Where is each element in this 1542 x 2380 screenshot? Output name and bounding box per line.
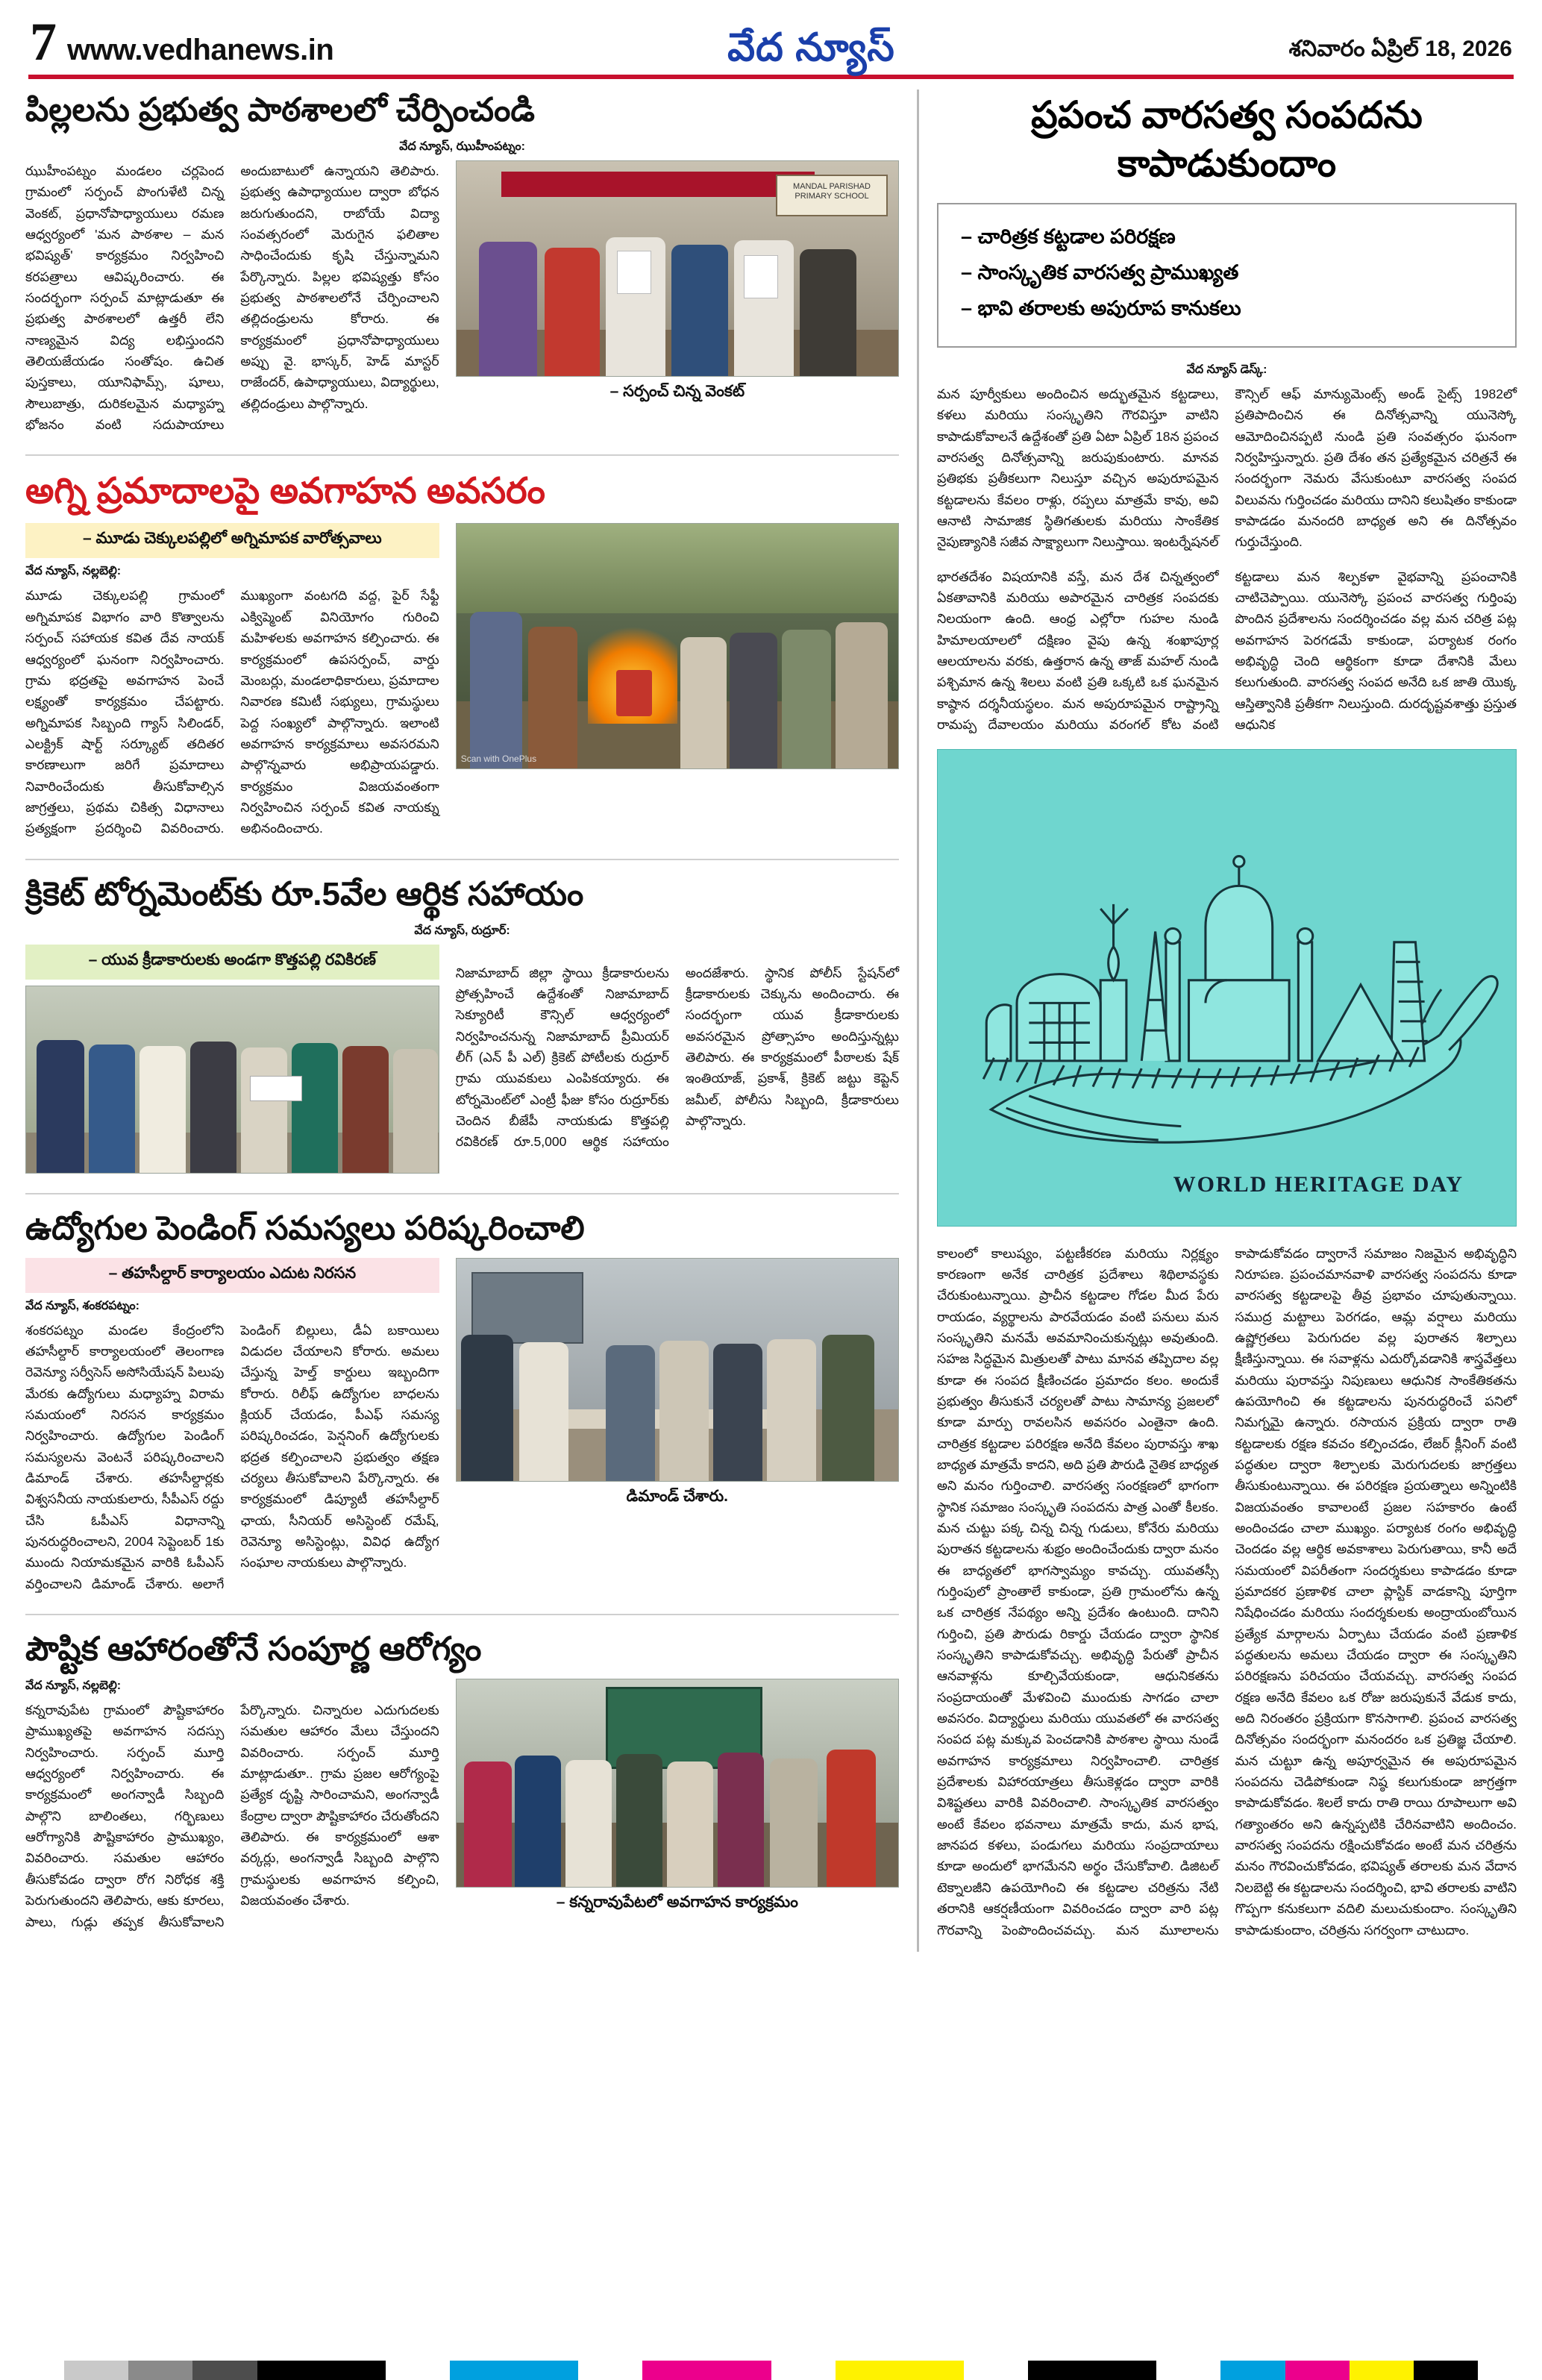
print-color-bar — [0, 2361, 1542, 2380]
article-headline: ఉద్యోగుల పెండింగ్ సమస్యలు పరిష్కరించాలి — [25, 1209, 585, 1247]
masthead-left — [30, 12, 334, 72]
page-body — [25, 90, 1517, 1952]
bullet-item: – చారిత్రక కట్టడాల పరిరక్షణ — [958, 225, 1496, 254]
article-body: మూడు చెక్కులపల్లి గ్రామంలో అగ్నిమాపక విభాగం వారి కొత్వాలను సర్పంచ్ సహాయక కవిత దేవ నాయక్ ఆధ్వర్యంలో ఘనంగా నిర్వహించారు. గ్రామ భద్రతపై అవగాహన పెంచే లక్ష్యంతో కార్యక్రమం చేపట్టారు. అగ్నిమాపక సిబ్బంది గ్యాస్ సిలిండర్, ఎలక్ట్రిక్ షార్ట్ సర్క్యూట్ తదితర కారణాలుగా జరిగే ప్రమాదాలు నివారించేందుకు తీసుకోవాల్సిన జాగ్రత్తలు, ప్రథమ చికిత్స విధానాలు ప్రత్యక్షంగా ప్రదర్శించి వివరించారు. ముఖ్యంగా వంటగది వద్ద, పైర్ సేఫ్టీ ఎక్విప్మెంట్ వినియోగం గురించి మహిళలకు అవగాహన కల్పించారు. ఈ కార్యక్రమంలో ఉపసర్పంచ్, వార్డు మెంబర్లు, మండలాధికారులు, ప్రమాదాల నివారణ కమిటీ సభ్యులు, గ్రామస్థులు పెద్ద సంఖ్యలో పాల్గొన్నారు. ఇలాంటి అవగాహన కార్యక్రమాలు అవసరమని పాల్గొన్నవారు అభిప్రాయపడ్డారు. కార్యక్రమం విజయవంతంగా నిర్వహించిన సర్పంచ్ కవిత నాయక్ను అభినందించారు. — [25, 588, 439, 836]
photo-watermark: Scan with OnePlus — [460, 754, 537, 765]
site-url[interactable]: www.vedhanews.in — [67, 34, 334, 66]
photo-caption: డిమాండ్ చేశారు. — [626, 1487, 728, 1505]
article-body: ఝుహీంపట్నం మండలం చర్లపెంద గ్రామంలో సర్పంచ్ పొంగుళేటి చిన్న వెంకట్, ప్రధానోపాధ్యాయులు రమణ ఆధ్వర్యంలో 'మన పాఠశాల – మన భవిష్యత్' కార్యక్రమం నిర్వహించి కరపత్రాలు ఆవిష్కరించారు. ఈ సందర్భంగా సర్పంచ్ మాట్లాడుతూ ఈ ప్రభుత్వ పాఠశాలలో ఉత్తరీ లేని నాణ్యమైన విద్య లభిస్తుందని తెలియజేయడం సంతోషం. ఉచిత పుస్తకాలు, యూనిఫామ్స్, షూలు, సౌలుబాత్రు, దురికలమైన మధ్యాహ్న భోజనం వంటి సదుపాయాలు అందుబాటులో ఉన్నాయని తెలిపారు. ప్రభుత్వ ఉపాధ్యాయుల ద్వారా బోధన జరుగుతుందని, రాబోయే విద్యా సంవత్సరంలో మెరుగైన ఫలితాల సాధించేందుకు కృషి చేస్తున్నామని పేర్కొన్నారు. పిల్లల భవిష్యత్తు కోసం ప్రభుత్వ పాఠశాలలోనే చేర్పించాలని తల్లిదండ్రులను కోరారు. ఈ కార్యక్రమంలో ప్రధానోపాధ్యాయులు అప్పు వై. భాస్కర్, హెడ్ మాస్టర్ రాజేందర్, ఉపాధ్యాయులు, విద్యార్థులు, తల్లిదండ్రులు పాల్గొన్నారు. — [25, 163, 439, 433]
article-byline: వేద న్యూస్, రుద్రూర్: — [414, 924, 510, 937]
divider — [25, 454, 899, 456]
feature-byline: వేద న్యూస్ డెస్క్: — [1186, 363, 1267, 376]
photo-nutrition-meeting — [456, 1679, 899, 1888]
photo-caption-band: – యువ క్రీడాకారులకు అండగా కొత్తపల్లి రవికిరణ్ — [25, 945, 439, 980]
left-column — [25, 90, 917, 1952]
bullet-item: – సాంస్కృతిక వారసత్వ ప్రాముఖ్యత — [958, 261, 1496, 289]
article-headline: పిల్లలను ప్రభుత్వ పాఠశాలలో చేర్పించండి — [25, 92, 535, 128]
page-number: 7 — [30, 12, 57, 72]
photo-cheque-handover — [25, 986, 439, 1174]
article-nutrition-awareness — [25, 1629, 899, 1932]
article-headline: పౌష్టిక ఆహారంతోనే సంపూర్ణ ఆరోగ్యం — [25, 1631, 482, 1668]
article-body: నిజామాబాద్ జిల్లా స్థాయి క్రీడాకారులను ప్రోత్సహించే ఉద్దేశంతో నిజామాబాద్ సెక్యూరిటీ కౌన్సిల్ ఆధ్వర్యంలో నిర్వహించనున్న నిజామాబాద్ ప్రీమియర్ లీగ్ (ఎన్ పీ ఎల్) క్రికెట్ పోటీలకు రుద్రూర్ గ్రామ యువకులు ఎంపికయ్యారు. ఈ టోర్నమెంట్‌లో ఎంట్రీ ఫీజు కోసం రుద్రూర్‌కు చెందిన బీజేపీ నాయకుడు కొత్తపల్లి రవికిరణ్ రూ.5,000 ఆర్థిక సహాయం అందజేశారు. స్థానిక పోలీస్ స్టేషన్‌లో క్రీడాకారులకు చెక్కును అందించారు. ఈ సందర్భంగా యువ క్రీడాకారులకు అవసరమైన ప్రోత్సాహం అందిస్తున్నట్లు తెలిపారు. ఈ కార్యక్రమంలో పీఠాలకు షేక్ ఇంతియాజ్, ప్రకాశ్, క్రికెట్ జట్టు కెప్టెన్ జమీల్, పోలీసు సిబ్బంది, క్రీడాకారులు పాల్గొన్నారు. — [455, 965, 899, 1150]
photo-fire-demo — [456, 523, 899, 769]
feature-body-rest: కాలంలో కాలుష్యం, పట్టణీకరణ మరియు నిర్లక్ష్యం కారణంగా అనేక చారిత్రక ప్రదేశాలు శిథిలావస్థకు చేరుకుంటున్నాయి. ప్రాచీన కట్టడాల గోడల మీద పేరు రాయడం, వ్యర్థాలను పారవేయడం వంటి పనులు మన సంస్కృతిని మనమే అవమానించుకున్నట్లు అవుతుంది. సహజ సిద్ధమైన మిత్రులతో పాటు మానవ తప్పిదాల వల్ల కూడా ఈ సంపద క్షీణించడం ప్రమాదం కలం. అందుకే ప్రభుత్వం తీసుకునే చర్యలతో పాటు సామాన్య ప్రజలలో కూడా మార్పు రావలసిన అవసరం ఎంతైనా ఉంది. చారిత్రక కట్టడాల పరిరక్షణ అనేది కేవలం పురావస్తు శాఖ బాధ్యత మాత్రమే కాదని, అది ప్రతి పౌరుడి నైతిక బాధ్యత అని మనం గుర్తించాలి. వారసత్వ సంరక్షణలో భాగంగా స్థానిక సమాజం సంస్కృతి సంపదను పాత్ర ఎంతో కీలకం. మన చుట్టు పక్క చిన్న చిన్న గుడులు, కోనేరు మరియు పురాతన కట్టడాలను శుభ్రం అందించేందుకు ద్వారా మనం ఈ బాధ్యతలో భాగస్వామ్యం కావచ్చు. యువతస్సీ గుర్తింపులో ప్రాంతాలే కాకుండా, ప్రతి గ్రామంలోను ఉన్న ఒక చారిత్రక నేపథ్యం అన్ని ప్రదేశం ఉంటుంది. దానిని గుర్తించి, ప్రతి పౌరుడు రికార్డు చేయడం ద్వారా స్థానిక సంస్కృతిని కాపాడుకోవచ్చు. అభివృద్ధి పేరుతో ప్రాచీన ఆనవాళ్లను కూల్చివేయకుండా, ఆధునికతను సంప్రదాయంతో మేళవించి ముందుకు సాగడం చాలా అవసరం. విద్యార్థులు మరియు యువతలో ఈ వారసత్వ సంపద పట్ల మక్కువ పెంచడానికి పాఠశాల స్థాయి నుండే అవగాహన కార్యక్రమాలు నిర్వహించాలి. చారిత్రక ప్రదేశాలకు విహారయాత్రలు తీసుకెళ్లడం ద్వారా వారికి విశిష్టతలు వారికి వివరించాలి. సాంస్కృతిక వారసత్వం అంటే కేవలం భవనాలు మాత్రమే కాదు, మన భాష, జానపద కళలు, పండుగలు మరియు సంప్రదాయాలు కూడా అందులో భాగమేనని అర్థం చేసుకోవాలి. డిజిటల్ టెక్నాలజీని ఉపయోగించి ఈ కట్టడాల చరిత్రను నేటి తరానికి ఆకర్షణీయంగా వివరించడం ద్వారా వారి పట్ల గౌరవాన్ని పెంపొందించవచ్చు. మన మూలాలను కాపాడుకోవడం ద్వారానే సమాజం నిజమైన అభివృద్ధిని నిరూపణ. ప్రపంచమానవాళి వారసత్వ సంపదను కూడా వారసత్వ కట్టడాలపై తీవ్ర ప్రభావం చూపుతున్నాయి. సముద్ర మట్టాలు పెరగడం, ఆమ్ల వర్షాలు మరియు ఉష్ణోగ్రతలు పెరుగుదల వల్ల పురాతన శిల్పాలు క్షీణిస్తున్నాయి. ఈ సవాళ్లను ఎదుర్కోవడానికి శాస్త్రవేత్తలు మరియు పురావస్తు నిపుణులు ఆధునిక సాంకేతికతను ఉపయోగించి ఈ కట్టడాలను పునరుద్ధరించే పనిలో నిమగ్నమై ఉన్నారు. రసాయన ప్రక్రియ ద్వారా రాతి కట్టడాలకు రక్షణ కవచం కల్పించడం, లేజర్ క్లీనింగ్ వంటి పద్ధతుల ద్వారా శిల్పాలకు మెరుగుదలకు జాగ్రత్తలు తీసుకుంటున్నాయి. ఈ పరిరక్షణ ప్రయత్నాలు అన్నింటికి విజయవంతం కావాలంటే ప్రజల సహకారం ఉంటే అందించడం చాలా ముఖ్యం. పర్యాటక రంగం అభివృద్ధి చెందడం వల్ల ఆర్థిక అవకాశాలు పెరుగుతాయి, కానీ అదే సమయంలో విపరీతంగా సందర్శకులు కాపాడడం కూడా ప్రమాదకర ప్రణాళిక చాలా ప్లాస్టిక్ వాడకాన్ని పూర్తిగా నిషేధించడం మరియు సందర్శకులకు అంద్రాయంబోయిన ప్రత్యేక మార్గాలను ఏర్పాటు చేయడం వంటి ప్రణాళిక పద్ధతులను అమలు చేయడం ద్వారా ఈ సంస్కృతిని పరిరక్షణను పరిచయం చేయవచ్చు. వారసత్వ సంపద రక్షణ అనేది కేవలం ఒక రోజు జరుపుకునే వేడుక కాదు, అది నిరంతరం ప్రక్రియగా కొనసాగాలి. ప్రపంచ వారసత్వ దినోత్సవం సందర్భంగా మనందరం ఒక ప్రతిజ్ఞ చేయాలి. మన చుట్టూ ఉన్న అపూర్వమైన ఈ అపురూపమైన సంపదను చెడిపోకుండా నిష్ఠ కలుగుకుండా జాగ్రత్తగా కాపాడుకోవడం. శిలలే కాదు రాతి రాయి రూపాలుగా అవి గత్యాంతరం అని ఉన్నప్పటికి చేరినవాటిని అందించం. వారసత్వ సంపదను రక్షించుకోవడం అంటే మన చరిత్రను మనం గౌరవించుకోవడం, భవిష్యత్ తరాలకు మన వేదాన నిలబెట్టి ఈ కట్టడాలను సందర్శించి, భావి తరాలకు వాటిని గొప్పగా కనుకలుగా వదిలి మలుచుకుందాం. సంస్కృతిని కాపాడుకుందాం, చరిత్రను సగర్వంగా చాటుదాం. — [937, 1245, 1517, 1938]
masthead-rule — [28, 75, 1514, 79]
publication-logo: వేద న్యూస్ — [727, 26, 895, 69]
article-byline: వేద న్యూస్, శంకరపట్నం: — [25, 1299, 140, 1312]
article-headline: అగ్ని ప్రమాదాలపై అవగాహన అవసరం — [25, 472, 545, 512]
divider — [25, 859, 899, 860]
article-headline: క్రికెట్ టోర్నమెంట్‌కు రూ.5వేల ఆర్థిక సహాయం — [25, 875, 584, 912]
photo-caption-band: – మూడు చెక్కులపల్లిలో అగ్నిమాపక వారోత్సవాలు — [25, 523, 439, 558]
article-byline: వేద న్యూస్, నల్లబెల్లి: — [25, 565, 122, 578]
photo-caption: – సర్పంచ్ చిన్న వెంకట్ — [609, 383, 745, 400]
photo-protest-office — [456, 1258, 899, 1482]
article-byline: వేద న్యూస్, నల్లబెల్లి: — [25, 1679, 122, 1693]
photo-caption: – కన్నరావుపేటలో అవగాహన కార్యక్రమం — [556, 1894, 798, 1911]
heritage-illustration — [937, 749, 1517, 1227]
divider — [25, 1193, 899, 1194]
feature-body-top: మన పూర్వీకులు అందించిన అద్భుతమైన కట్టడాలు, కళలు మరియు సంస్కృతిని గౌరవిస్తూ వాటిని కాపాడుకోవాలనే ఉద్దేశంతో ప్రతి ఏటా ఏప్రిల్ 18న ప్రపంచ వారసత్వ దినోత్సవాన్ని జరుపుకుంటారు. మానవ ప్రతిభకు ప్రతీకలుగా నిలుస్తూ వచ్చిన అపురూపమైన కట్టడాలను కేవలం రాళ్లు, రప్పలు మాత్రమే కావు, అవి ఆనాటి సామాజిక స్థితిగతులకు మరియు సాంకేతిక నైపుణ్యానికి సజీవ సాక్ష్యాలుగా నిలుస్తాయి. ఇంటర్నేషనల్ కౌన్సిల్ ఆఫ్ మాన్యుమెంట్స్ అండ్ సైట్స్ 1982లో ప్రతిపాదించిన ఈ దినోత్సవాన్ని యునెస్కో ఆమోదించినప్పటి నుండి ప్రతి సంవత్సరం ఘనంగా నిర్వహిస్తున్నారు. ప్రతి దేశం తన ప్రత్యేకమైన చరిత్రనే ఈ సందర్భంగా నెమరు వేసుకుంటూ వారసత్వ సంపద విలువను గుర్తించడం మరియు దానిని కలుషితం కాకుండా కాపాడడం మనందరి బాధ్యత అని ఈ దినోత్సవం గుర్తుచేస్తుంది. — [937, 386, 1517, 550]
bullet-item: – భావి తరాలకు అపురూప కానుకలు — [958, 297, 1496, 325]
feature-bullets — [937, 203, 1517, 348]
divider — [25, 1614, 899, 1615]
article-employee-protest — [25, 1208, 899, 1594]
monuments-in-hand-icon — [938, 750, 1516, 1226]
article-fire-awareness — [25, 469, 899, 839]
feature-body-mid: భారతదేశం విషయానికి వస్తే, మన దేశ చిన్నత్వంలో ఏకతావానికి మరియు అపారమైన చారిత్రక సంపదకు నిలయంగా ఉంది. ఆంధ్ర ఎల్లోరా గుహల నుండి హిమాలయాలలో దక్షిణం వైపు ఉన్న శంఖాపూర్ల ఆలయాలను వరకు, ఉత్తరాన ఉన్న తాజ్ మహల్ నుండి పశ్చిమాన ఉన్న శిలలు వంటి ప్రతి ఒక్కటి ఒక ఘనమైన కాష్ఠాన దర్శనీయస్థలం. మన అపురూపమైన రాష్ట్రాన్ని రామప్ప దేవాలయం మరియు వరంగల్ కోట వంటి కట్టడాలు మన శిల్పకళా వైభవాన్ని ప్రపంచానికి చాటిచెప్పాయి. యునెస్కో ప్రపంచ వారసత్వ గుర్తింపు పొందిన ప్రదేశాలను సందర్శించడం వల్ల మన చరిత్ర పట్ల అవగాహన పెరగడమే కాకుండా, పర్యాటక రంగం అభివృద్ధి చెంది ఆర్థికంగా కూడా దేశానికి మేలు కలుగుతుంది. వారసత్వ సంపద అనేది ఒక జాతి యొక్క ఆస్తిత్వానికి ప్రతీకగా నిలుస్తుంది. దురదృష్టవశాత్తు ప్రస్తుత ఆధునిక — [937, 569, 1517, 733]
right-column — [919, 90, 1517, 1952]
photo-school-meeting — [456, 160, 899, 377]
article-body: కన్నరావుపేట గ్రామంలో పౌష్టికాహారం ప్రాముఖ్యతపై అవగాహన సదస్సు నిర్వహించారు. సర్పంచ్ మూర్తి ఆధ్వర్యంలో నిర్వహించారు. ఈ కార్యక్రమంలో అంగన్వాడీ సిబ్బంది పాల్గొని బాలింతలు, గర్భిణులు ఆరోగ్యానికి పౌష్టికాహారం ప్రాముఖ్యం, వివరించారు. సమతుల ఆహారం తీసుకోవడం ద్వారా రోగ నిరోధక శక్తి పెరుగుతుందని తెలిపారు, ఆకు కూరలు, పాలు, గుడ్లు తప్పక తీసుకోవాలని పేర్కొన్నారు. చిన్నారుల ఎదుగుదలకు సమతుల ఆహారం మేలు చేస్తుందని వివరించారు. సర్పంచ్ మూర్తి మాట్లాడుతూ.. గ్రామ ప్రజల ఆరోగ్యంపై ప్రత్యేక దృష్టి సారించామని, అంగన్వాడీ కేంద్రాల ద్వారా పౌష్టికాహారం చేరుతోందని తెలిపారు. ఈ కార్యక్రమంలో ఆశా వర్కర్లు, అంగన్వాడీ సిబ్బంది పాల్గొని గ్రామస్థులకు అవగాహన కల్పించి, విజయవంతం చేశారు. — [25, 1703, 439, 1929]
article-school-enrollment — [25, 90, 899, 435]
photo-caption-band: – తహసీల్దార్ కార్యాలయం ఎదుట నిరసన — [25, 1258, 439, 1293]
article-cricket-donation — [25, 874, 899, 1174]
article-body: శంకరపట్నం మండల కేంద్రంలోని తహసీల్దార్ కార్యాలయంలో తెలంగాణ రెవెన్యూ సర్వీసెస్ అసోసియేషన్ పిలుపు మేరకు ఉద్యోగులు మధ్యాహ్న విరామ సమయంలో నిరసన కార్యక్రమం నిర్వహించారు. ఉద్యోగుల పెండింగ్ సమస్యలను వెంటనే పరిష్కరించాలని డిమాండ్ చేశారు. తహసీల్దార్లకు విశ్వసనీయ నాయకులారు, సీపీఎస్ రద్దు చేసి ఓపీఎస్ విధానాన్ని పునరుద్ధరించాలని, 2004 సెప్టెంబర్ 1కు ముందు నియామకమైన వారికి ఓపీఎస్ వర్తించాలని డిమాండ్ చేశారు. అలాగే పెండింగ్ బిల్లులు, డీఏ బకాయిలు విడుదల చేయాలని కోరారు. అమలు చేస్తున్న హెల్త్ కార్డులు ఇబ్బందిగా కోరారు. రిలీఫ్ ఉద్యోగుల బాధలను క్లియర్ చేయడం, పీఎఫ్ సమస్య పరిష్కరించడం, పెన్షనింగ్ ఉద్యోగులకు భద్రత కల్పించాలని ప్రభుత్వం తక్షణ చర్యలు తీసుకోవాలని పేర్కొన్నారు. ఈ కార్యక్రమంలో డిప్యూటీ తహసీల్దార్ ఛాయ, సీనియర్ అసిస్టెంట్ రమేష్, రెవెన్యూ అసిస్టెంట్లు, వివిధ ఉద్యోగ సంఘాల నాయకులు పాల్గొన్నారు. — [25, 1322, 439, 1591]
edition-date: శనివారం ఏప్రిల్ 18, 2026 — [1288, 37, 1512, 61]
photo-signboard: MANDAL PARISHAD PRIMARY SCHOOL — [776, 175, 888, 216]
feature-title: ప్రపంచ వారసత్వ సంపదను కాపాడుకుందాం — [1031, 94, 1423, 184]
masthead — [25, 12, 1517, 75]
article-byline: వేద న్యూస్, ఝుహీంపట్నం: — [399, 140, 525, 153]
illustration-label: WORLD HERITAGE DAY — [1173, 1171, 1464, 1197]
